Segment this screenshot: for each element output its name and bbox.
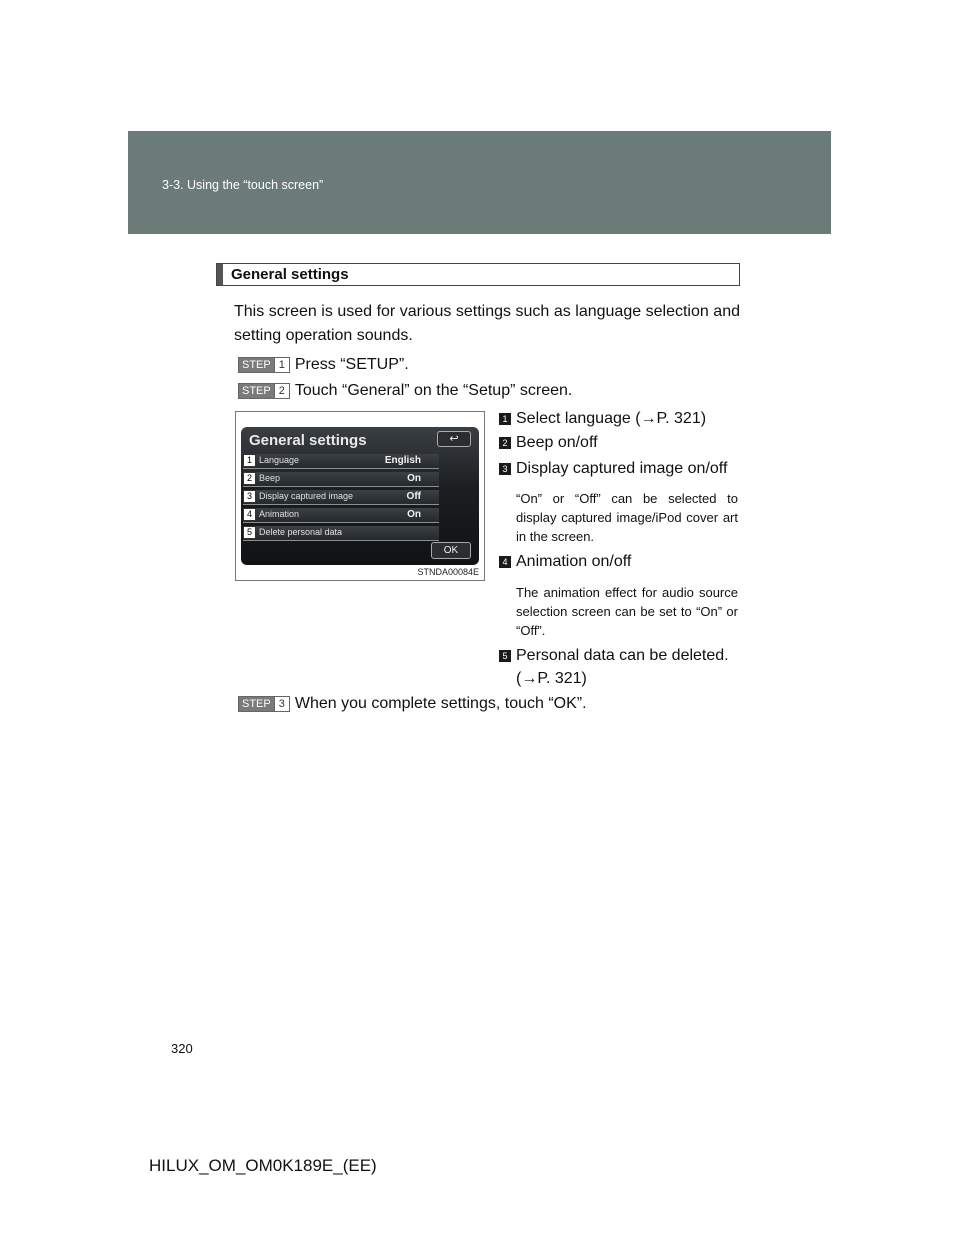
callout-number: 2	[499, 437, 511, 449]
menu-row-display-captured-image[interactable]	[243, 490, 439, 505]
animation-note: The animation effect for audio source selection screen can be set to “On” or “Off”.	[516, 585, 738, 638]
callout-item-2	[499, 434, 598, 452]
header-band	[128, 131, 831, 234]
row-label: Delete personal data	[259, 527, 343, 537]
ok-button[interactable]: OK	[431, 542, 471, 559]
menu-row-delete-personal-data[interactable]	[243, 526, 439, 541]
step-badge	[238, 357, 290, 373]
callout-number: 3	[499, 463, 511, 475]
row-number: 5	[243, 526, 256, 539]
step-1	[238, 356, 409, 374]
callout-item-4	[499, 553, 631, 571]
step-number: 2	[274, 384, 289, 398]
step-word: STEP	[239, 358, 274, 372]
step-text: Touch “General” on the “Setup” screen.	[294, 382, 573, 399]
callout-text: Display captured image on/off	[516, 460, 728, 477]
step-3	[238, 695, 587, 713]
callout-item-5	[499, 647, 729, 665]
heading-bar	[217, 264, 223, 285]
callout-text: Personal data can be deleted.	[516, 647, 729, 664]
menu-row-animation[interactable]	[243, 508, 439, 523]
step-text: Press “SETUP”.	[294, 356, 409, 373]
row-label: Display captured image	[259, 491, 354, 501]
step-word: STEP	[239, 697, 274, 711]
intro-paragraph: This screen is used for various settings such as language selection and setting operation sounds.	[234, 303, 740, 344]
section-reference: 3-3. Using the “touch screen”	[162, 178, 324, 192]
heading-text: General settings	[231, 266, 349, 283]
menu-row-language[interactable]	[243, 454, 439, 469]
row-value: Off	[406, 491, 421, 502]
row-number: 2	[243, 472, 256, 485]
menu-row-beep[interactable]	[243, 472, 439, 487]
row-value: On	[407, 509, 421, 520]
step-number: 1	[274, 358, 289, 372]
step-word: STEP	[239, 384, 274, 398]
callout-item-1	[499, 410, 706, 428]
callout-text: Beep on/off	[516, 434, 598, 451]
row-value: English	[384, 455, 421, 466]
callout-text: Select language (→P. 321)	[516, 410, 707, 427]
callout-number: 1	[499, 413, 511, 425]
callout-number: 5	[499, 650, 511, 662]
back-button[interactable]: ↩	[437, 431, 471, 447]
step-badge	[238, 383, 290, 399]
step-number: 3	[274, 697, 289, 711]
row-number: 1	[243, 454, 256, 467]
document-id: HILUX_OM_OM0K189E_(EE)	[149, 1156, 377, 1175]
callout-item-5-ref: (→P. 321)	[516, 670, 587, 687]
callout-text: Animation on/off	[516, 553, 632, 570]
row-number: 3	[243, 490, 256, 503]
row-value: On	[407, 473, 421, 484]
step-badge	[238, 696, 290, 712]
row-label: Language	[259, 455, 300, 465]
row-label: Beep	[259, 473, 281, 483]
screen-title: General settings	[249, 432, 367, 449]
figure-code: STNDA00084E	[417, 567, 479, 577]
callout-number: 4	[499, 556, 511, 568]
row-number: 4	[243, 508, 256, 521]
callout-item-3	[499, 460, 727, 478]
page-number: 320	[171, 1041, 193, 1056]
screen-figure	[235, 411, 485, 581]
section-heading	[216, 263, 740, 286]
step-2	[238, 382, 572, 400]
step-text: When you complete settings, touch “OK”.	[294, 695, 587, 712]
display-note: “On” or “Off” can be selected to display captured image/iPod cover art in the screen.	[516, 491, 738, 544]
general-settings-screen	[241, 427, 479, 565]
row-label: Animation	[259, 509, 300, 519]
